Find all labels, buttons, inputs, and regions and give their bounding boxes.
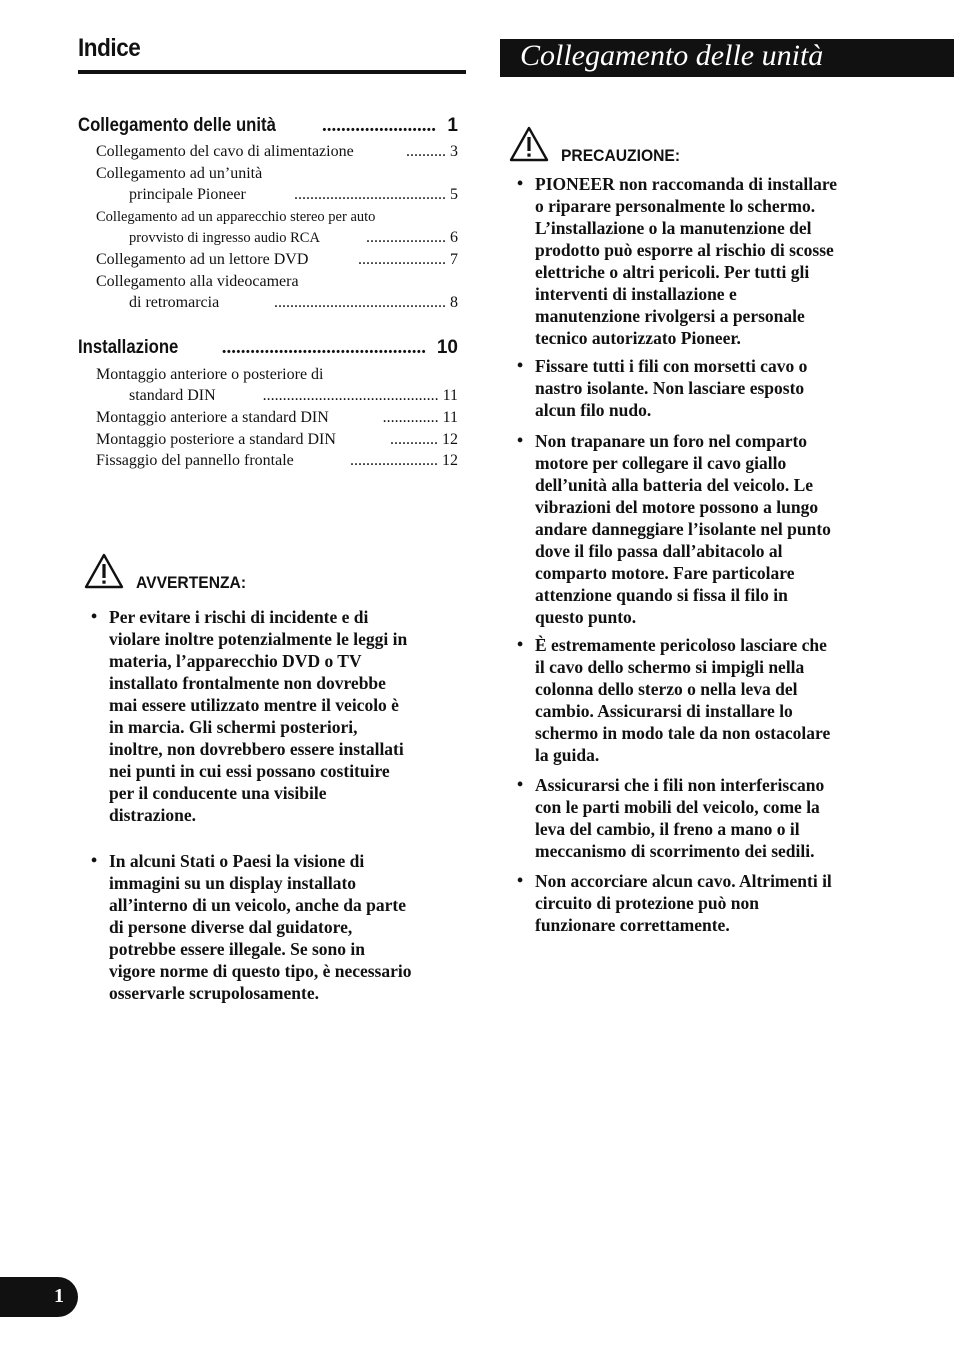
bullet-line: L’installazione o la manutenzione del xyxy=(535,218,812,238)
bullet-text xyxy=(535,870,935,936)
bullet-glyph: • xyxy=(517,774,524,794)
page-number-tab xyxy=(0,1277,78,1317)
bullet-line: mai essere utilizzato mentre il veicolo è xyxy=(109,695,399,715)
bullet-text xyxy=(535,634,935,766)
bullet-line: È estremamente pericoloso lasciare che xyxy=(535,635,827,655)
bullet-line: potrebbe essere illegale. Se sono in xyxy=(109,939,366,959)
bullet-line: vigore norme di questo tipo, è necessario xyxy=(109,961,412,981)
toc-entry-text: provvisto di ingresso audio RCA xyxy=(129,230,320,246)
toc-entry-page xyxy=(390,430,458,450)
toc-entry-text: principale Pioneer xyxy=(129,186,246,203)
bullet-line: Assicurarsi che i fili non interferiscano xyxy=(535,775,825,795)
bullet-glyph: • xyxy=(91,606,98,626)
bullet-line: materia, l’apparecchio DVD o TV xyxy=(109,651,362,671)
caution-bullet xyxy=(517,430,935,628)
bullet-glyph: • xyxy=(517,870,524,890)
bullet-line: elettriche o altri pericoli. Per tutti gli xyxy=(535,262,810,282)
bullet-line: violare inoltre potenzialmente le leggi in xyxy=(109,629,408,649)
bullet-text xyxy=(109,850,469,1004)
toc-page-number: 5 xyxy=(450,186,458,203)
bullet-text xyxy=(535,173,935,349)
toc-entry-text: di retromarcia xyxy=(129,294,220,311)
bullet-line: osservarle scrupolosamente. xyxy=(109,983,319,1003)
warning-bullet xyxy=(91,850,469,1004)
bullet-line: motore per collegare il cavo giallo xyxy=(535,453,787,473)
toc-entry-page xyxy=(263,386,458,406)
toc-page-number: 8 xyxy=(450,294,458,311)
toc-entry-page xyxy=(366,228,458,248)
bullet-line: o riparare personalmente lo schermo. xyxy=(535,196,816,216)
bullet-text xyxy=(535,430,935,628)
bullet-line: andare danneggiare l’isolante nel punto xyxy=(535,519,831,539)
section-title-bar xyxy=(500,39,954,77)
toc-page-number: 11 xyxy=(442,409,458,426)
page-number: 1 xyxy=(54,1285,64,1307)
bullet-line: dell’unità alla batteria del veicolo. Le xyxy=(535,475,814,495)
toc-entry-page xyxy=(358,250,458,270)
toc-entry-text: Montaggio posteriore a standard DIN xyxy=(96,431,336,448)
toc-leader-dots: .............. xyxy=(382,409,439,426)
toc-section-installation[interactable] xyxy=(78,336,458,360)
bullet-text xyxy=(109,606,469,826)
toc-leader-dots: ............................................ xyxy=(262,387,439,404)
bullet-line: attenzione quando si fissa il filo in xyxy=(535,585,788,605)
toc-leader-dots: ........................ xyxy=(322,115,436,136)
bullet-glyph: • xyxy=(517,355,524,375)
caution-bullet xyxy=(517,634,935,766)
warning-label: AVVERTENZA: xyxy=(136,573,247,592)
toc-entry-page xyxy=(274,293,458,313)
toc-page-number: 3 xyxy=(450,143,458,160)
bullet-line: dove il filo passa dall’abitacolo al xyxy=(535,541,783,561)
bullet-line: Non trapanare un foro nel comparto xyxy=(535,431,808,451)
bullet-text xyxy=(535,774,935,862)
toc-section-label: Collegamento delle unità xyxy=(78,115,276,136)
caution-bullet xyxy=(517,355,935,421)
bullet-line: meccanismo di scorrimento dei sedili. xyxy=(535,841,815,861)
toc-leader-dots: ........................................... xyxy=(274,294,446,311)
caution-label: PRECAUZIONE: xyxy=(561,146,681,165)
toc-leader-dots: .......... xyxy=(406,143,446,160)
bullet-line: alcun filo nudo. xyxy=(535,400,652,420)
toc-leader-dots: ...................................... xyxy=(294,186,446,203)
bullet-line: con le parti mobili del veicolo, come la xyxy=(535,797,820,817)
bullet-line: schermo in modo tale da non ostacolare xyxy=(535,723,831,743)
toc-entry-page xyxy=(350,451,458,471)
bullet-line: funzionare correttamente. xyxy=(535,915,730,935)
toc-page-number: 10 xyxy=(436,337,458,358)
toc-entry-text: Fissaggio del pannello frontale xyxy=(96,452,294,469)
bullet-line: Non accorciare alcun cavo. Altrimenti il xyxy=(535,871,832,891)
index-heading-text: Indice xyxy=(78,34,141,62)
section-title: Collegamento delle unità xyxy=(520,39,824,72)
toc-section-label: Installazione xyxy=(78,337,179,358)
bullet-text xyxy=(535,355,935,421)
bullet-line: leva del cambio, il freno a mano o il xyxy=(535,819,800,839)
bullet-line: manutenzione rivolgersi a personale xyxy=(535,306,805,326)
bullet-line: circuito di protezione può non xyxy=(535,893,759,913)
warning-bullet xyxy=(91,606,469,826)
toc-leader-dots: .................... xyxy=(366,229,446,246)
caution-icon xyxy=(509,126,549,162)
toc-page-number: 7 xyxy=(450,251,458,268)
toc-section-connection[interactable] xyxy=(78,114,458,138)
toc-entry-text: Collegamento alla videocamera xyxy=(96,273,299,290)
toc-page-number: 12 xyxy=(442,452,458,469)
bullet-line: Per evitare i rischi di incidente e di xyxy=(109,607,369,627)
bullet-line: In alcuni Stati o Paesi la visione di xyxy=(109,851,365,871)
bullet-line: colonna dello sterzo o nella leva del xyxy=(535,679,798,699)
bullet-glyph: • xyxy=(91,850,98,870)
caution-bullet xyxy=(517,870,935,936)
caution-bullet xyxy=(517,173,935,349)
bullet-line: installato frontalmente non dovrebbe xyxy=(109,673,386,693)
bullet-line: questo punto. xyxy=(535,607,637,627)
bullet-glyph: • xyxy=(517,173,524,193)
toc-page-number: 1 xyxy=(447,115,458,136)
bullet-line: immagini su un display installato xyxy=(109,873,357,893)
caution-bullet xyxy=(517,774,935,862)
toc-entry-text: Collegamento ad un apparecchio stereo per auto xyxy=(96,209,376,225)
bullet-line: tecnico autorizzato Pioneer. xyxy=(535,328,741,348)
toc-entry-text: Montaggio anteriore o posteriore di xyxy=(96,366,324,383)
toc-page-number: 11 xyxy=(442,387,458,404)
bullet-line: di persone diverse dal guidatore, xyxy=(109,917,353,937)
toc-entry-text: Collegamento ad un lettore DVD xyxy=(96,251,309,268)
bullet-line: comparto motore. Fare particolare xyxy=(535,563,795,583)
bullet-line: il cavo dello schermo si impigli nella xyxy=(535,657,805,677)
bullet-line: Fissare tutti i fili con morsetti cavo o xyxy=(535,356,808,376)
toc-entry-page xyxy=(383,408,458,428)
toc-entry-page xyxy=(406,142,458,162)
toc-entry-text: standard DIN xyxy=(129,387,216,404)
toc-leader-dots: ...................... xyxy=(350,452,438,469)
toc-page-number: 6 xyxy=(450,229,458,246)
bullet-line: inoltre, non dovrebbero essere installati xyxy=(109,739,404,759)
bullet-line: in marcia. Gli schermi posteriori, xyxy=(109,717,358,737)
toc-entry-page xyxy=(294,185,458,205)
bullet-line: la guida. xyxy=(535,745,600,765)
index-heading xyxy=(78,34,466,74)
bullet-line: all’interno di un veicolo, anche da parte xyxy=(109,895,407,915)
bullet-line: interventi di installazione e xyxy=(535,284,737,304)
toc-leader-dots: ...................... xyxy=(358,251,446,268)
bullet-glyph: • xyxy=(517,634,524,654)
bullet-glyph: • xyxy=(517,430,524,450)
warning-icon xyxy=(84,553,124,589)
bullet-line: vibrazioni del motore possono a lungo xyxy=(535,497,819,517)
bullet-line: nastro isolante. Non lasciare esposto xyxy=(535,378,805,398)
bullet-line: PIONEER non raccomanda di installare xyxy=(535,174,838,194)
toc-entry-text: Collegamento del cavo di alimentazione xyxy=(96,143,354,160)
toc-leader-dots: ............ xyxy=(390,431,438,448)
toc-entry-text: Collegamento ad un’unità xyxy=(96,165,263,182)
toc-entry-text: Montaggio anteriore a standard DIN xyxy=(96,409,329,426)
bullet-line: cambio. Assicurarsi di installare lo xyxy=(535,701,793,721)
toc-leader-dots: ........................................... xyxy=(221,337,426,358)
bullet-line: nei punti in cui essi possano costituire xyxy=(109,761,390,781)
bullet-line: distrazione. xyxy=(109,805,197,825)
toc-page-number: 12 xyxy=(442,431,458,448)
bullet-line: per il conducente una visibile xyxy=(109,783,327,803)
bullet-line: prodotto può esporre al rischio di scosse xyxy=(535,240,834,260)
